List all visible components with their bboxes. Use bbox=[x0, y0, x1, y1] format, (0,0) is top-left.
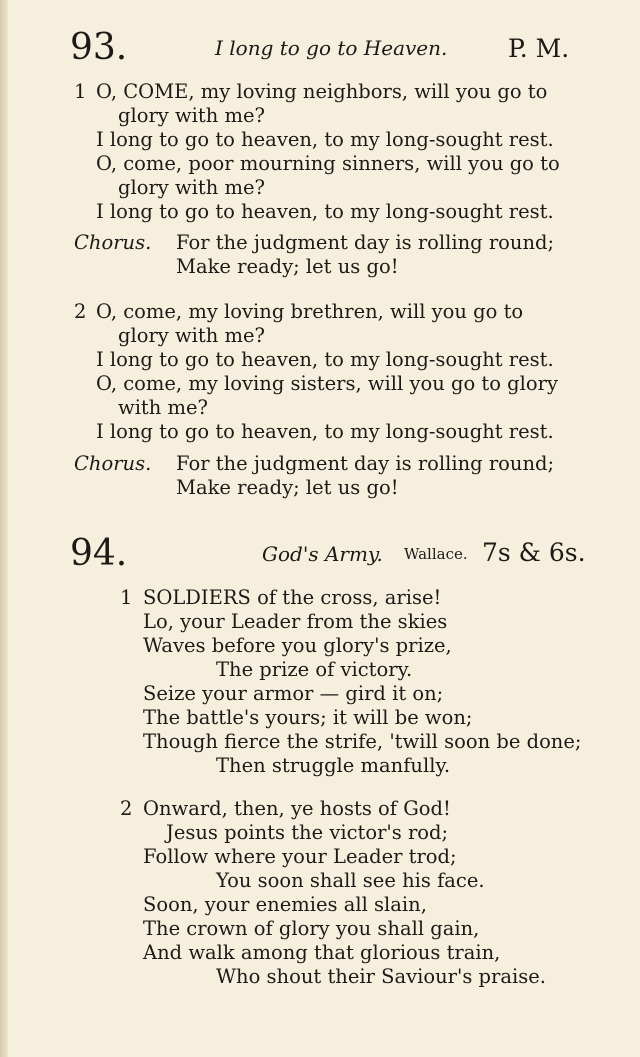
hymn-94-composer: Wallace. bbox=[404, 545, 468, 563]
hymn-93-verse-1-line-5: glory with me? bbox=[118, 176, 266, 199]
hymn-94-verse-2-number: 2 bbox=[120, 797, 133, 820]
hymn-93-number: 93. bbox=[70, 27, 128, 68]
hymn-94-verse-1-line-2: Lo, your Leader from the skies bbox=[143, 610, 448, 633]
hymn-93-verse-1-line-6: I long to go to heaven, to my long-sought rest. bbox=[96, 200, 554, 223]
hymn-93-verse-2-line-4: O, come, my loving sisters, will you go to glory bbox=[96, 372, 558, 395]
hymn-93-verse-2-line-5: with me? bbox=[118, 396, 209, 419]
hymn-93-verse-2-line-6: I long to go to heaven, to my long-sought rest. bbox=[96, 420, 554, 443]
hymn-94-verse-1-line-5: Seize your armor — gird it on; bbox=[143, 682, 444, 705]
hymn-94-verse-1-line-4: The prize of victory. bbox=[216, 658, 413, 681]
hymn-93-verse-1-chorus-label: Chorus. bbox=[74, 231, 152, 254]
hymn-93-verse-2-number: 2 bbox=[74, 300, 87, 323]
hymn-93-verse-1-line-1: O, COME, my loving neighbors, will you go to bbox=[96, 80, 548, 103]
hymn-93-verse-2-chorus-line-2: Make ready; let us go! bbox=[176, 476, 399, 499]
hymn-94-verse-1-line-1: SOLDIERS of the cross, arise! bbox=[143, 586, 442, 609]
hymn-94-verse-2-line-8: Who shout their Saviour's praise. bbox=[216, 965, 546, 988]
hymn-94-verse-2-line-5: Soon, your enemies all slain, bbox=[143, 893, 427, 916]
hymn-94-title: God's Army. bbox=[262, 542, 383, 566]
hymn-93-verse-1-chorus-line-1: For the judgment day is rolling round; bbox=[176, 231, 555, 254]
hymn-93-verse-1-number: 1 bbox=[74, 80, 87, 103]
hymn-94-verse-2-line-1: Onward, then, ye hosts of God! bbox=[143, 797, 451, 820]
hymn-94-verse-1-line-3: Waves before you glory's prize, bbox=[143, 634, 452, 657]
hymn-94-verse-1-line-8: Then struggle manfully. bbox=[216, 754, 451, 777]
hymn-93-verse-2-chorus-line-1: For the judgment day is rolling round; bbox=[176, 452, 555, 475]
hymn-94-number: 94. bbox=[70, 533, 128, 574]
hymn-94-verse-2-line-2: Jesus points the victor's rod; bbox=[166, 821, 449, 844]
hymn-93-verse-2-line-1: O, come, my loving brethren, will you go to bbox=[96, 300, 524, 323]
hymn-94-meter: 7s & 6s. bbox=[482, 538, 586, 567]
hymn-93-verse-2-chorus-label: Chorus. bbox=[74, 452, 152, 475]
hymn-93-verse-1-line-3: I long to go to heaven, to my long-sought rest. bbox=[96, 128, 554, 151]
hymn-94-verse-2-line-3: Follow where your Leader trod; bbox=[143, 845, 457, 868]
hymn-93-verse-1-line-2: glory with me? bbox=[118, 104, 266, 127]
hymn-93-title: I long to go to Heaven. bbox=[215, 36, 448, 60]
hymn-93-verse-2-line-2: glory with me? bbox=[118, 324, 266, 347]
hymn-94-verse-2-line-4: You soon shall see his face. bbox=[216, 869, 485, 892]
hymn-93-meter: P. M. bbox=[508, 34, 570, 63]
hymn-93-verse-1-line-4: O, come, poor mourning sinners, will you go to bbox=[96, 152, 560, 175]
hymn-94-verse-1-number: 1 bbox=[120, 586, 133, 609]
hymn-93-verse-1-chorus-line-2: Make ready; let us go! bbox=[176, 255, 399, 278]
hymn-94-verse-1-line-7: Though fierce the strife, 'twill soon be done; bbox=[143, 730, 582, 753]
hymn-94-verse-2-line-7: And walk among that glorious train, bbox=[143, 941, 501, 964]
hymn-94-verse-1-line-6: The battle's yours; it will be won; bbox=[143, 706, 473, 729]
hymn-94-verse-2-line-6: The crown of glory you shall gain, bbox=[143, 917, 480, 940]
hymn-93-verse-2-line-3: I long to go to heaven, to my long-sought rest. bbox=[96, 348, 554, 371]
